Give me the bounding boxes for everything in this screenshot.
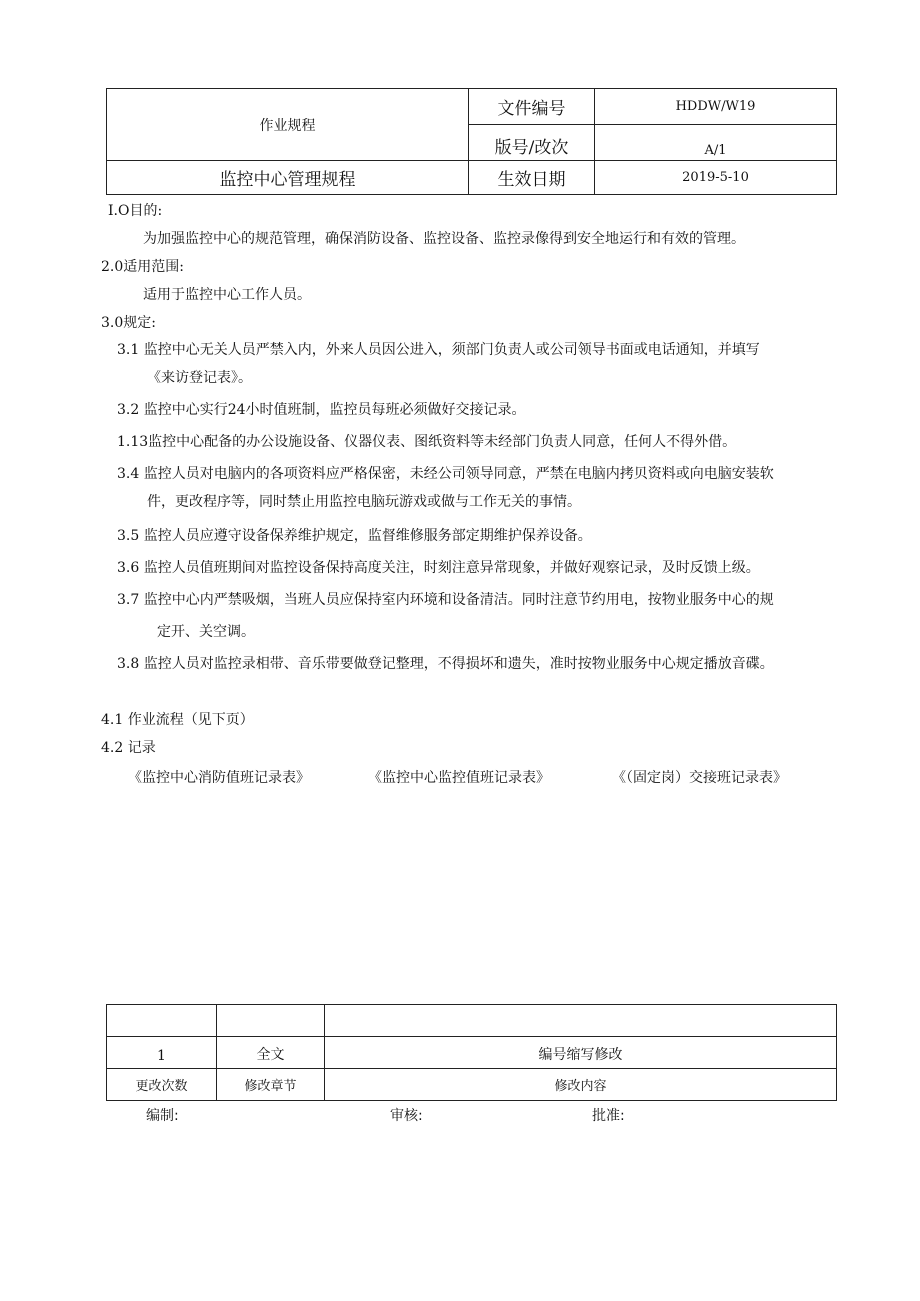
record-item: 《监控中心消防值班记录表》 — [128, 770, 310, 786]
revision-content: 编号缩写修改 — [325, 1037, 837, 1069]
rule-3-2: 3.2 监控中心实行24小时值班制，监控员每班必须做好交接记录。 — [117, 402, 526, 418]
rule-3-3: 1.13监控中心配备的办公设施设备、仪器仪表、图纸资料等未经部门负责人同意，任何人不得外借。 — [117, 434, 737, 450]
header-change-count: 更改次数 — [107, 1069, 217, 1101]
section-4-1: 4.1 作业流程（见下页） — [101, 712, 254, 728]
section-2-body: 适用于监控中心工作人员。 — [143, 287, 311, 303]
effective-value: 2019-5-10 — [595, 161, 837, 195]
section-3-heading: 3.0规定: — [101, 315, 156, 331]
header-table — [106, 88, 837, 195]
header-chapter: 修改章节 — [217, 1069, 325, 1101]
compiled-by-label: 编制: — [146, 1108, 179, 1124]
rule-3-5: 3.5 监控人员应遵守设备保养维护规定，监督维修服务部定期维护保养设备。 — [117, 528, 592, 544]
file-no-label: 文件编号 — [469, 89, 595, 125]
rule-3-4-line2: 件，更改程序等，同时禁止用监控电脑玩游戏或做与工作无关的事情。 — [147, 494, 581, 510]
revision-number: 1 — [107, 1037, 217, 1069]
version-label: 版号/改次 — [469, 125, 595, 161]
file-no-value: HDDW/W19 — [595, 89, 837, 125]
rule-3-1-line1: 3.1 监控中心无关人员严禁入内，外来人员因公进入，须部门负责人或公司领导书面或电话通知，并填写 — [117, 342, 760, 358]
section-2-heading: 2.0适用范围: — [101, 259, 184, 275]
doc-title: 监控中心管理规程 — [107, 161, 469, 195]
revision-table — [106, 1004, 837, 1101]
reviewed-by-label: 审核: — [390, 1108, 423, 1124]
empty-cell — [325, 1005, 837, 1037]
rule-3-7-line2: 定开、关空调。 — [157, 624, 255, 640]
table-header-row — [107, 1069, 837, 1101]
approved-by-label: 批准: — [592, 1108, 625, 1124]
rule-3-7-line1: 3.7 监控中心内严禁吸烟，当班人员应保持室内环境和设备清洁。同时注意节约用电，按物业服务中心的规 — [117, 592, 774, 608]
effective-label: 生效日期 — [469, 161, 595, 195]
section-1-body: 为加强监控中心的规范管理，确保消防设备、监控设备、监控录像得到安全地运行和有效的管理。 — [143, 231, 745, 247]
revision-chapter: 全文 — [217, 1037, 325, 1069]
version-value: A/1 — [595, 125, 837, 161]
rule-3-4-line1: 3.4 监控人员对电脑内的各项资料应严格保密，未经公司领导同意，严禁在电脑内拷贝资料或向电脑安装软 — [117, 466, 774, 482]
section-4-2: 4.2 记录 — [101, 740, 156, 756]
record-item: 《监控中心监控值班记录表》 — [368, 770, 550, 786]
rule-3-1-line2: 《来访登记表》。 — [147, 370, 252, 386]
table-row — [107, 1005, 837, 1037]
section-1-heading: I.O目的: — [108, 203, 163, 219]
empty-cell — [217, 1005, 325, 1037]
rule-3-8: 3.8 监控人员对监控录相带、音乐带要做登记整理，不得损坏和遗失，准时按物业服务中心规定播放音碟。 — [117, 656, 774, 672]
doc-type: 作业规程 — [107, 89, 469, 161]
empty-cell — [107, 1005, 217, 1037]
table-row — [107, 1037, 837, 1069]
header-content: 修改内容 — [325, 1069, 837, 1101]
record-item: 《（固定岗）交接班记录表》 — [612, 770, 787, 786]
rule-3-6: 3.6 监控人员值班期间对监控设备保持高度关注，时刻注意异常现象，并做好观察记录，及时反馈上级。 — [117, 560, 760, 576]
